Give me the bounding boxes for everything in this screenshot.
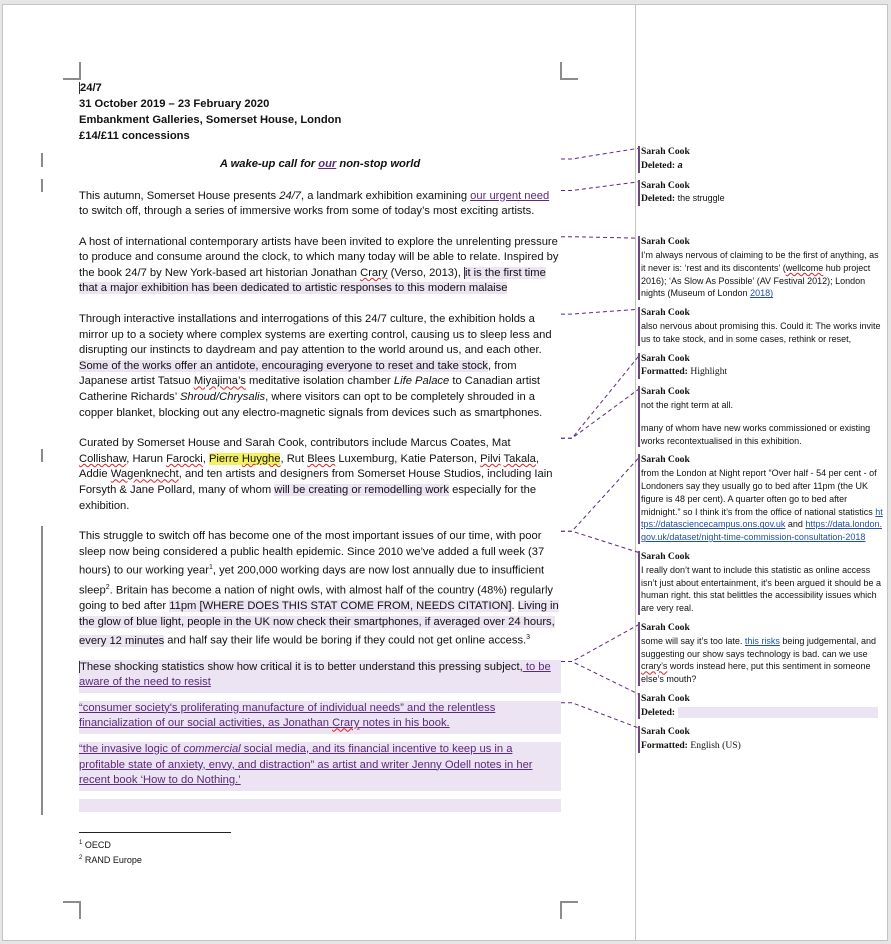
comment-balloon[interactable]: Sarah Cook Deleted: the struggle bbox=[641, 180, 885, 207]
crop-mark-bottom-right bbox=[560, 901, 578, 919]
comment-balloon[interactable]: Sarah Cook I really don’t want to include this statistic as online access isn’t just about entertainment, it’s been argued it should be a human right. this stat belittles the accessibility issues which are very real. bbox=[641, 551, 885, 615]
comment-balloon[interactable]: Sarah Cook Deleted: a bbox=[641, 146, 885, 173]
event-dates[interactable]: 31 October 2019 – 23 February 2020 bbox=[79, 98, 270, 110]
crop-mark-bottom-left bbox=[63, 901, 81, 919]
document-body bbox=[79, 80, 561, 933]
event-title[interactable]: 24/7 bbox=[80, 82, 102, 94]
event-price[interactable]: £14/£11 concessions bbox=[79, 130, 190, 142]
bottom-crop-marks bbox=[79, 873, 561, 933]
comment-balloon[interactable]: Sarah Cook also nervous about promising this. Could it: The works invite us to take stock, and in some cases, rethink or reset, bbox=[641, 307, 885, 345]
comment-author: Sarah Cook bbox=[641, 726, 690, 738]
event-venue[interactable]: Embankment Galleries, Somerset House, London bbox=[79, 114, 342, 126]
comment-balloon[interactable]: Sarah Cook from the London at Night report “Over half - 54 per cent - of Londoners say they usually go to bed after 11pm (the UK figure is 48 per cent). A quarter often go to bed after midnight.” so I think it’s from the office of national statistics https://datasciencecampus.ons.gov.uk and https://data.london.gov.uk/dataset/night-time-commission-consultation-2018 bbox=[641, 454, 885, 544]
comment-balloon[interactable]: Sarah Cook Formatted: English (US) bbox=[641, 726, 885, 753]
change-bar bbox=[41, 449, 43, 462]
crop-mark-top-right bbox=[560, 62, 578, 80]
comment-balloon[interactable]: Sarah Cook I’m always nervous of claiming to be the first of anything, as it never is: ‘rest and its discontents’ (wellcome hub project 2016); ‘As Slow As Possible’ (AV Festival 2012); London nights (Museum of London 2018) bbox=[641, 236, 885, 300]
highlighted-name[interactable]: Pierre Huyghe bbox=[208, 452, 281, 465]
markup-pane-divider bbox=[635, 4, 636, 941]
markup-pane bbox=[641, 146, 885, 760]
change-bar bbox=[41, 153, 43, 167]
paragraph-contributors[interactable]: Curated by Somerset House and Sarah Cook, contributors include Marcus Coates, Mat Collishaw, Harun Farocki, Pierre Huyghe, Rut Blees Luxemburg, Katie Paterson, Pilvi Takala, Addie Wagenknecht, and ten artists and designers from Somerset House Studios, including Iain Forsyth & Jane Pollard, many of whom will be creating or remodelling work especially for the exhibition. bbox=[79, 437, 553, 512]
comment-author: Sarah Cook bbox=[641, 146, 690, 157]
footnote-1[interactable]: $^1$ OECD bbox=[79, 839, 111, 850]
comment-author: Sarah Cook bbox=[641, 236, 690, 248]
paragraph-intro[interactable]: This autumn, Somerset House presents 24/7, a landmark exhibition examining our urgent need to switch off, through a series of immersive works from some of today’s most exciting artists. bbox=[79, 189, 550, 218]
comment-author: Sarah Cook bbox=[641, 621, 690, 633]
comment-link[interactable]: https://data.london.gov.uk/dataset/night-time-commission-consultation-2018 bbox=[641, 519, 883, 543]
paragraph-statistics[interactable]: This struggle to switch off has become one of the most important issues of our time, with poor sleep now being considered a public health epidemic. Since 2010 we’ve added a full week (37 hours) to our working year$^1$, yet 200,000 working days are now lost annually due to insufficient sleep$^2$. Britain has become a nation of night owls, with almost half of the country (48%) regularly going to bed after 11pm [WHERE DOES THIS STAT COME FROM, NEEDS CITATION]. Living in the glow of blue light, people in the UK now check their smartphones, if averaged over 24 hours, every 12 minutes and half say their life would be boring if they could not get online access.$^3$ bbox=[79, 530, 559, 647]
paragraph-shocking[interactable]: These shocking statistics show how critical it is to better understand this pressing subject, to be aware of the need to resist bbox=[79, 660, 561, 693]
comment-author: Sarah Cook bbox=[641, 454, 690, 466]
deleted-content-box bbox=[678, 707, 878, 718]
comment-author: Sarah Cook bbox=[641, 179, 690, 191]
document-header bbox=[79, 80, 561, 144]
comment-link[interactable]: 2018) bbox=[750, 288, 774, 299]
paragraph-artists[interactable]: A host of international contemporary artists have been invited to explore the unrelenting pressure to produce and consume around the clock, to which many today will be able to relate. Inspired by the book 24/7 by New York-based art historian Jonathan Crary (Verso, 2013), it is the first time that a major exhibition has been dedicated to artistic responses to this modern malaise bbox=[79, 235, 559, 295]
change-bar bbox=[41, 179, 43, 192]
paragraph-crary-quote[interactable]: “consumer society's proliferating manufacture of individual needs” and the relentless financialization of our social activities, as Jonathan Crary notes in his book. bbox=[79, 701, 561, 734]
comment-balloon[interactable]: Sarah Cook Deleted: bbox=[641, 693, 885, 720]
comment-balloon[interactable]: Sarah Cook not the right term at all. many of whom have new works commissioned or existing works recontextualised in this exhibition. bbox=[641, 386, 885, 447]
comment-author: Sarah Cook bbox=[641, 550, 690, 562]
comment-balloon[interactable]: Sarah Cook some will say it’s too late. this risks being judgemental, and suggesting our show says technology is bad. can we use crary’s words instead here, put this sentiment in someone else’s mouth? bbox=[641, 622, 885, 686]
comment-link[interactable]: https://datasciencecampus.ons.gov.uk bbox=[641, 506, 883, 530]
paragraph-odell-quote[interactable]: “the invasive logic of commercial social media, and its financial incentive to keep us in a profitable state of anxiety, envy, and distraction” as artist and writer Jenny Odell notes in her recent book ‘How to do Nothing.’ bbox=[79, 742, 561, 791]
comment-balloon[interactable]: Sarah Cook Formatted: Highlight bbox=[641, 353, 885, 380]
change-bar bbox=[41, 526, 43, 815]
comment-link[interactable]: this risks bbox=[744, 635, 780, 646]
paragraph-installations[interactable]: Through interactive installations and interrogations of this 24/7 culture, the exhibition holds a mirror up to a society where complex systems are exerting control, causing us to sleep less and disrupting our instincts to daydream and pay attention to the world around us, and each other. Some of the works offer an antidote, encouraging everyone to reset and take stock, from Japanese artist Tatsuo Miyajima’s meditative isolation chamber Life Palace to Canadian artist Catherine Richards’ Shroud/Chrysalis, where visitors can opt to be completely shrouded in a copper blanket, blocking out any electro-magnetic signals from devices such as smartphones. bbox=[79, 313, 552, 419]
footnote-separator bbox=[79, 832, 231, 833]
comment-author: Sarah Cook bbox=[641, 352, 690, 364]
tagline[interactable]: A wake-up call for our non-stop world bbox=[219, 158, 421, 170]
comment-author: Sarah Cook bbox=[641, 386, 690, 398]
crop-mark-top-left bbox=[63, 62, 81, 80]
footnote-2[interactable]: $^2$ RAND Europe bbox=[79, 854, 142, 865]
empty-inserted-paragraph[interactable] bbox=[79, 799, 561, 812]
comment-author: Sarah Cook bbox=[641, 692, 690, 704]
comment-author: Sarah Cook bbox=[641, 307, 690, 319]
